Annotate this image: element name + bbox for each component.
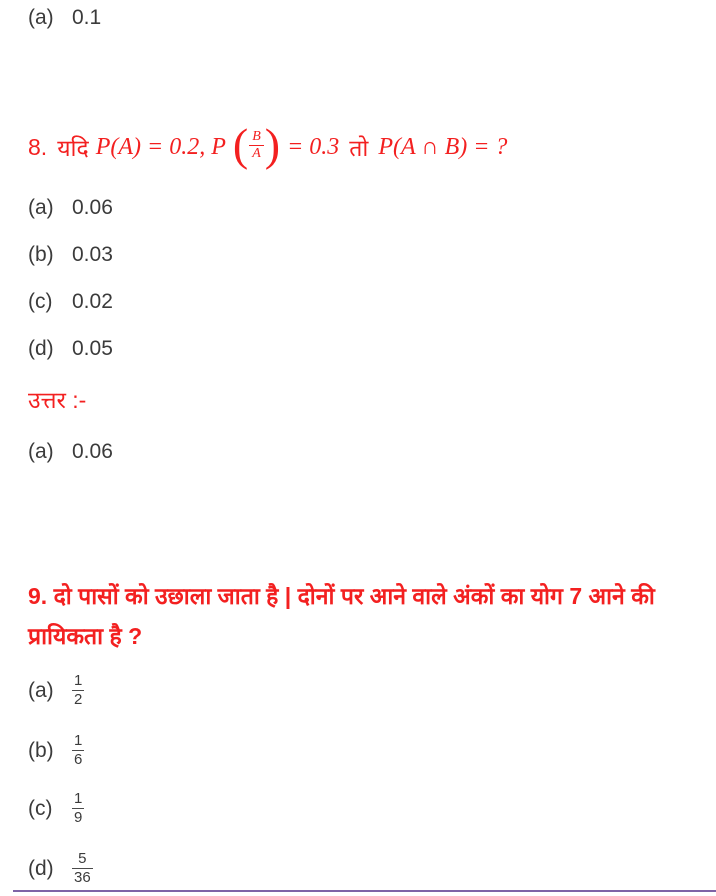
fraction-numerator: B (252, 129, 261, 145)
fraction-numerator: 1 (74, 672, 83, 689)
question-9-line-2: प्रायिकता है ? (28, 623, 143, 649)
fraction-denominator: A (249, 145, 264, 161)
bottom-divider (13, 890, 716, 892)
fraction-denominator: 2 (74, 691, 83, 708)
fraction-denominator: 36 (74, 869, 91, 886)
question-8-answer-heading: उत्तर :- (28, 387, 87, 413)
question-8-option-c (28, 290, 113, 314)
question-9-option-a (28, 672, 84, 709)
option-value: 0.06 (72, 440, 113, 463)
question-8-number: 8. (28, 133, 48, 160)
option-label: (a) (28, 196, 54, 219)
option-label: (b) (28, 243, 54, 266)
option-label: (c) (28, 796, 53, 820)
question-8-answer (28, 440, 113, 464)
fraction-numerator: 5 (78, 850, 87, 867)
option-value: 0.05 (72, 337, 113, 360)
previous-answer-option (28, 6, 101, 30)
question-8-heading (28, 120, 507, 174)
option-fraction (72, 850, 93, 887)
open-paren: ( (232, 119, 249, 171)
question-8-then-word: तो (349, 135, 369, 161)
question-8-math-tail: P(A ∩ B) = ? (378, 133, 508, 160)
option-value: 0.03 (72, 243, 113, 266)
option-fraction (72, 672, 84, 709)
option-label: (c) (28, 290, 53, 313)
fraction-numerator: 1 (74, 790, 83, 807)
option-label: (d) (28, 337, 54, 360)
question-9-heading (28, 576, 708, 656)
question-9-line-1: 9. दो पासों को उछाला जाता है | दोनों पर आने वाले अंकों का योग 7 आने की (28, 583, 655, 609)
fraction-numerator: 1 (74, 732, 83, 749)
question-8-math-eq: = 0.3 (287, 133, 340, 160)
close-paren: ) (264, 119, 281, 171)
option-label: (d) (28, 856, 54, 880)
question-9-option-d (28, 850, 93, 887)
fraction-denominator: 6 (74, 751, 83, 768)
question-9-option-b (28, 732, 84, 769)
option-label: (a) (28, 678, 54, 702)
option-label: (a) (28, 440, 54, 463)
option-label: (b) (28, 738, 54, 762)
question-8-math-head: P(A) = 0.2, P (95, 133, 226, 160)
question-8-option-d (28, 337, 113, 361)
fraction-denominator: 9 (74, 809, 83, 826)
option-value: 0.02 (72, 290, 113, 313)
question-9-option-c (28, 790, 84, 827)
question-8-intro-word: यदि (57, 135, 89, 161)
option-fraction (72, 732, 84, 769)
question-8-option-a (28, 196, 113, 220)
conditional-fraction (249, 129, 264, 161)
option-fraction (72, 790, 84, 827)
option-value: 0.06 (72, 196, 113, 219)
question-8-option-b (28, 243, 113, 267)
option-label: (a) (28, 6, 54, 29)
option-value: 0.1 (72, 6, 102, 29)
